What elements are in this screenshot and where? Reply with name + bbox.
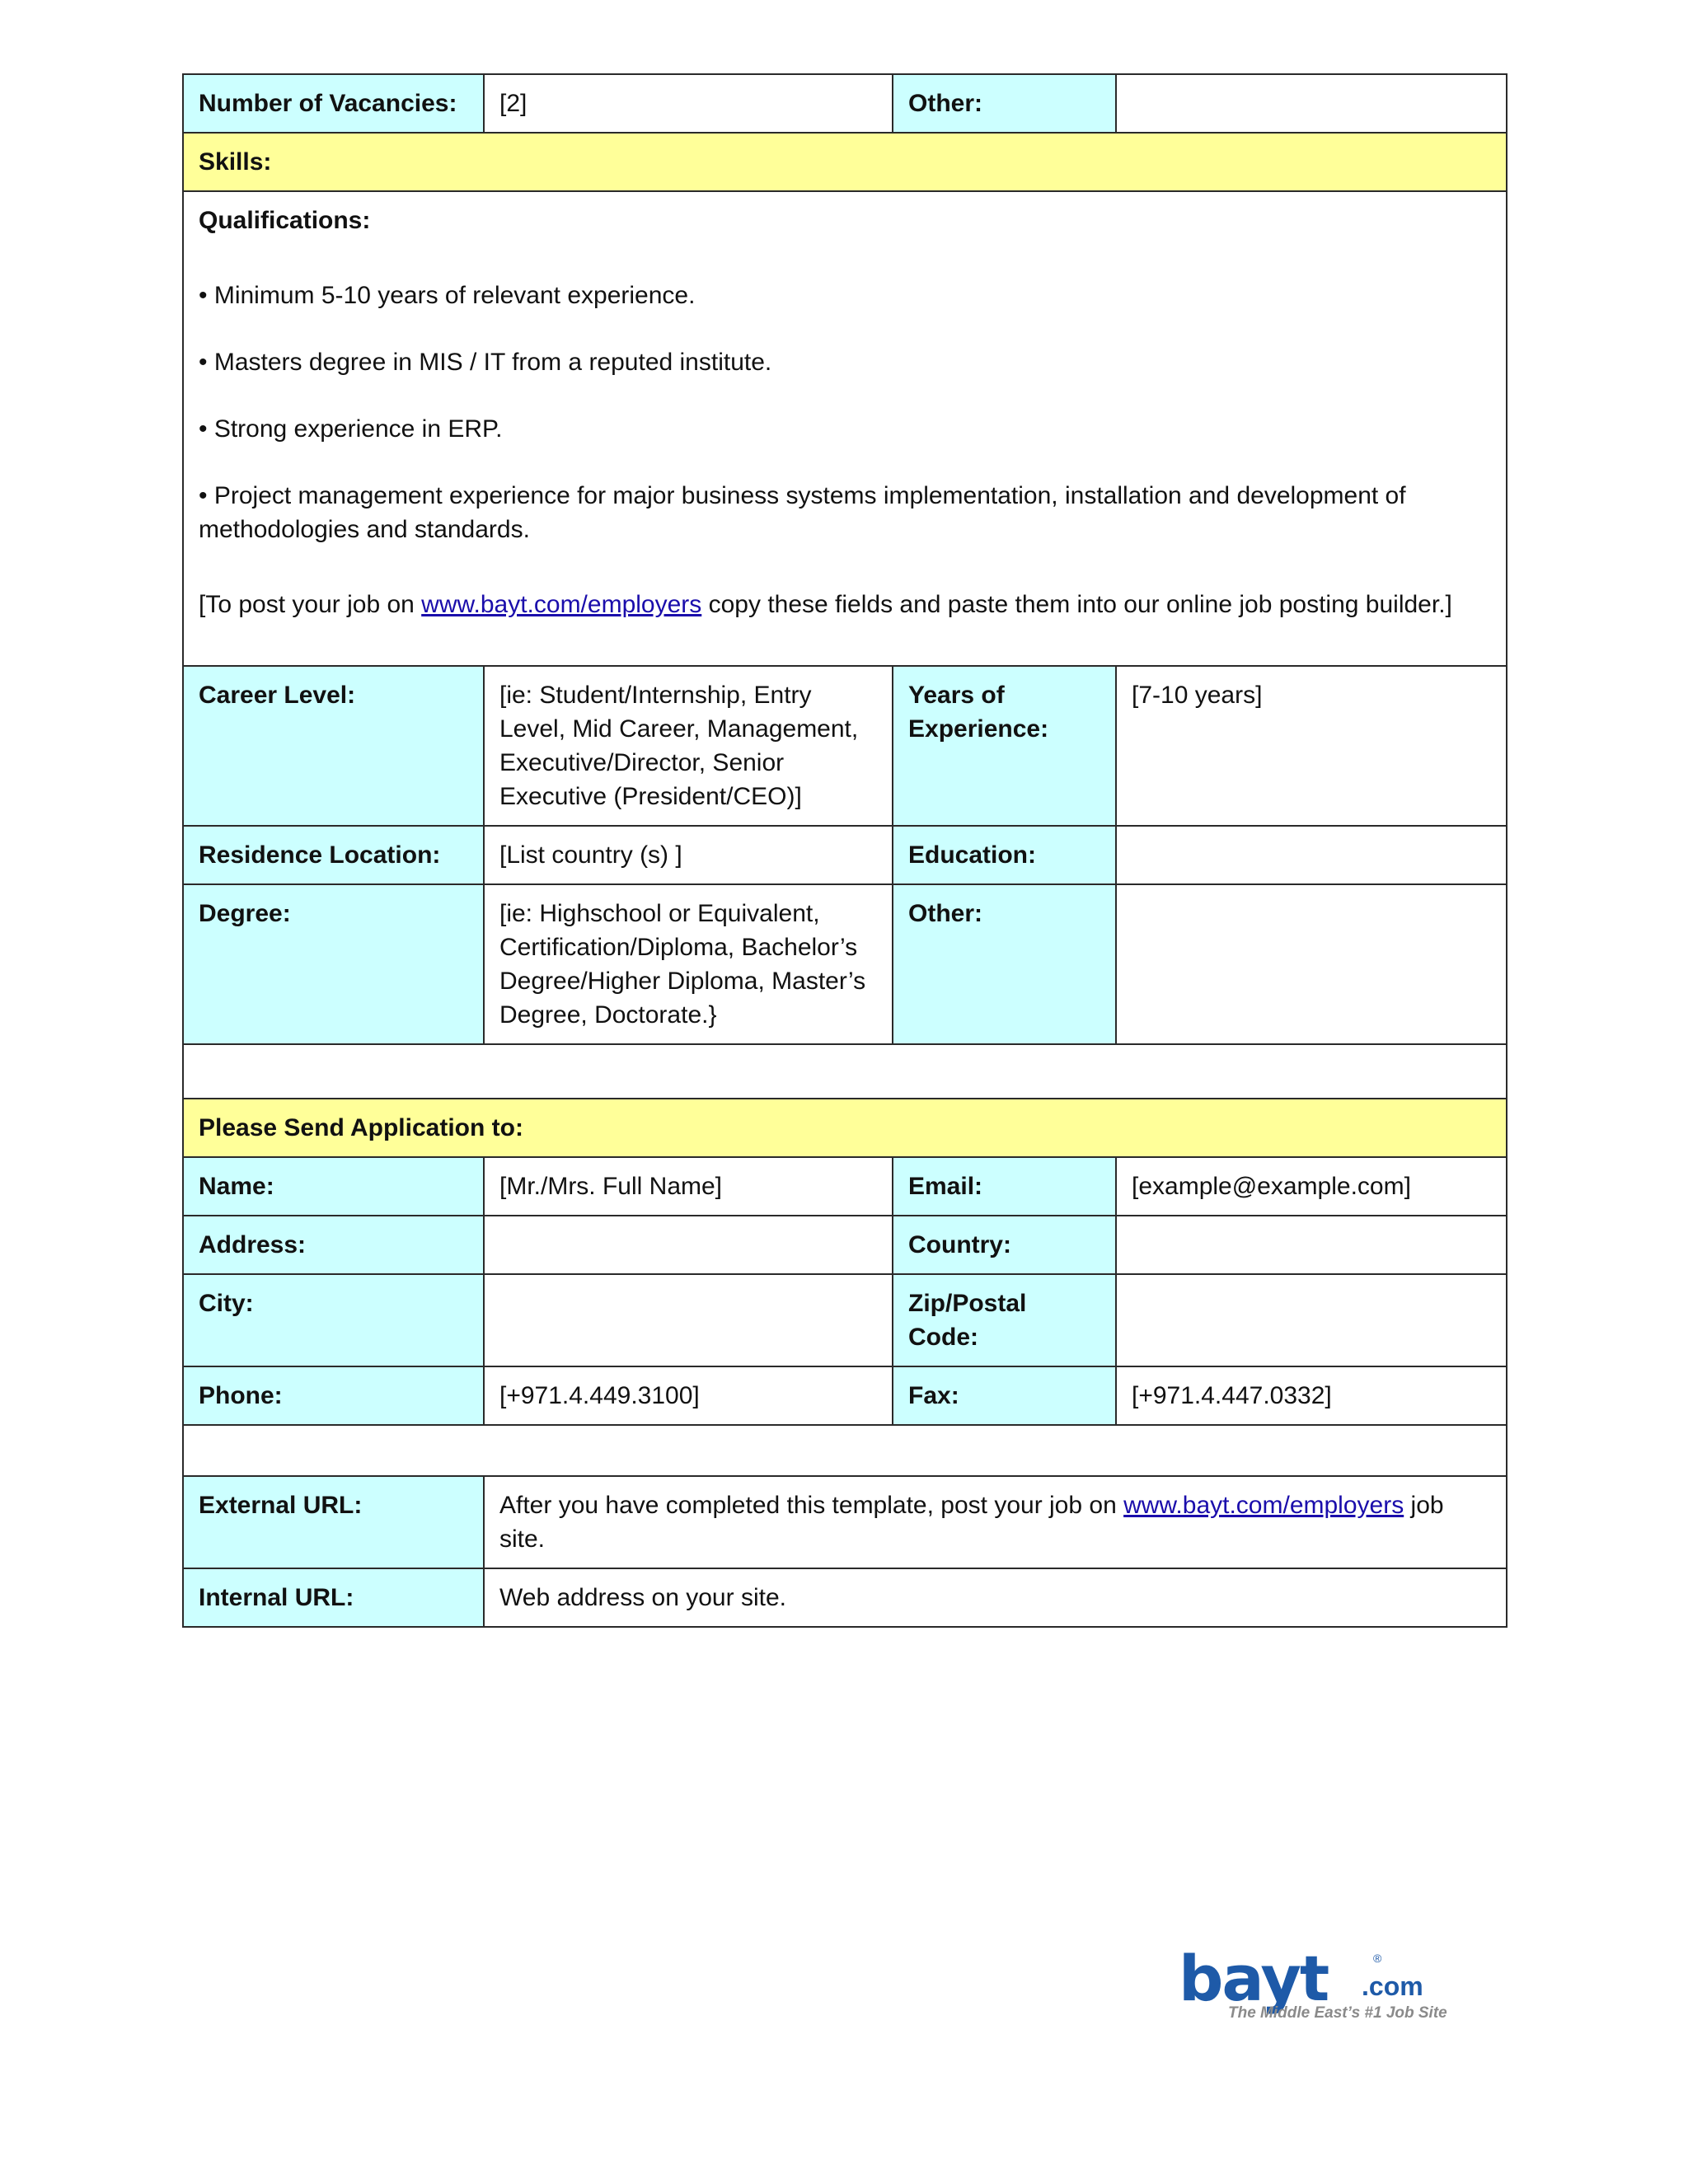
skills-header: Skills:: [183, 133, 1507, 191]
degree-other-label: Other:: [893, 884, 1116, 1044]
phone-value[interactable]: [+971.4.449.3100]: [484, 1366, 893, 1425]
years-experience-label: Years of Experience:: [893, 666, 1116, 826]
bayt-employers-link[interactable]: www.bayt.com/employers: [421, 591, 702, 618]
application-header: Please Send Application to:: [183, 1099, 1507, 1157]
external-url-row: [183, 1476, 1507, 1568]
spacer-row-2: [183, 1425, 1507, 1476]
name-row: [183, 1157, 1507, 1216]
email-label: Email:: [893, 1157, 1116, 1216]
address-row: [183, 1216, 1507, 1274]
logo-wordmark: bayt: [1179, 1942, 1329, 2015]
residence-location-label: Residence Location:: [183, 826, 484, 884]
external-url-label: External URL:: [183, 1476, 484, 1568]
vacancies-other-value[interactable]: [1116, 74, 1507, 133]
external-url-suffix: job site.: [499, 1492, 1444, 1553]
job-template-table: [182, 73, 1507, 1628]
bayt-logo: [1179, 1942, 1475, 2024]
phone-label: Phone:: [183, 1366, 484, 1425]
residence-row: [183, 826, 1507, 884]
vacancies-label: Number of Vacancies:: [183, 74, 484, 133]
residence-location-value[interactable]: [List country (s) ]: [484, 826, 893, 884]
address-label: Address:: [183, 1216, 484, 1274]
internal-url-label: Internal URL:: [183, 1568, 484, 1627]
qualifications-row: [183, 191, 1507, 666]
internal-url-value[interactable]: Web address on your site.: [484, 1568, 1507, 1627]
career-row: [183, 666, 1507, 826]
spacer-cell: [183, 1044, 1507, 1099]
logo-registered-mark: ®: [1373, 1952, 1382, 1965]
logo-dot-com: .com: [1362, 1971, 1423, 2001]
internal-url-row: [183, 1568, 1507, 1627]
phone-row: [183, 1366, 1507, 1425]
qualifications-title: Qualifications:: [199, 207, 371, 234]
posting-note-prefix: [To post your job on: [199, 591, 422, 618]
zip-value[interactable]: [1116, 1274, 1507, 1366]
career-level-value[interactable]: [ie: Student/Internship, Entry Level, Mid Career, Management, Executive/Director, Senior Executive (President/CEO)]: [484, 666, 893, 826]
degree-other-value[interactable]: [1116, 884, 1507, 1044]
logo-tagline: The Middle East’s #1 Job Site: [1228, 2004, 1447, 2022]
qualification-item: • Strong experience in ERP.: [199, 415, 503, 443]
spacer-row: [183, 1044, 1507, 1099]
country-value[interactable]: [1116, 1216, 1507, 1274]
fax-value[interactable]: [+971.4.447.0332]: [1116, 1366, 1507, 1425]
external-url-value[interactable]: [484, 1476, 1507, 1568]
fax-label: Fax:: [893, 1366, 1116, 1425]
education-value[interactable]: [1116, 826, 1507, 884]
years-experience-value[interactable]: [7-10 years]: [1116, 666, 1507, 826]
external-url-prefix: After you have completed this template, post your job on: [499, 1492, 1124, 1519]
spacer-cell: [183, 1425, 1507, 1476]
application-header-row: [183, 1099, 1507, 1157]
degree-label: Degree:: [183, 884, 484, 1044]
address-value[interactable]: [484, 1216, 893, 1274]
posting-note-suffix: copy these fields and paste them into our online job posting builder.]: [701, 591, 1452, 618]
email-value[interactable]: [example@example.com]: [1116, 1157, 1507, 1216]
vacancies-row: [183, 74, 1507, 133]
vacancies-other-label: Other:: [893, 74, 1116, 133]
qualification-item: • Minimum 5-10 years of relevant experience.: [199, 282, 696, 309]
degree-value[interactable]: [ie: Highschool or Equivalent, Certification/Diploma, Bachelor’s Degree/Higher Diploma, Master’s Degree, Doctorate.}: [484, 884, 893, 1044]
name-value[interactable]: [Mr./Mrs. Full Name]: [484, 1157, 893, 1216]
city-label: City:: [183, 1274, 484, 1366]
city-row: [183, 1274, 1507, 1366]
skills-row: [183, 133, 1507, 191]
country-label: Country:: [893, 1216, 1116, 1274]
city-value[interactable]: [484, 1274, 893, 1366]
degree-row: [183, 884, 1507, 1044]
vacancies-value[interactable]: [2]: [484, 74, 893, 133]
qualification-item: • Project management experience for major business systems implementation, installation and development of methodologies and standards.: [199, 482, 1406, 543]
zip-label: Zip/Postal Code:: [893, 1274, 1116, 1366]
name-label: Name:: [183, 1157, 484, 1216]
education-label: Education:: [893, 826, 1116, 884]
external-bayt-link[interactable]: www.bayt.com/employers: [1123, 1492, 1404, 1519]
posting-note: [199, 588, 1491, 621]
career-level-label: Career Level:: [183, 666, 484, 826]
qualification-item: • Masters degree in MIS / IT from a reputed institute.: [199, 349, 772, 376]
qualifications-cell[interactable]: [183, 191, 1507, 666]
